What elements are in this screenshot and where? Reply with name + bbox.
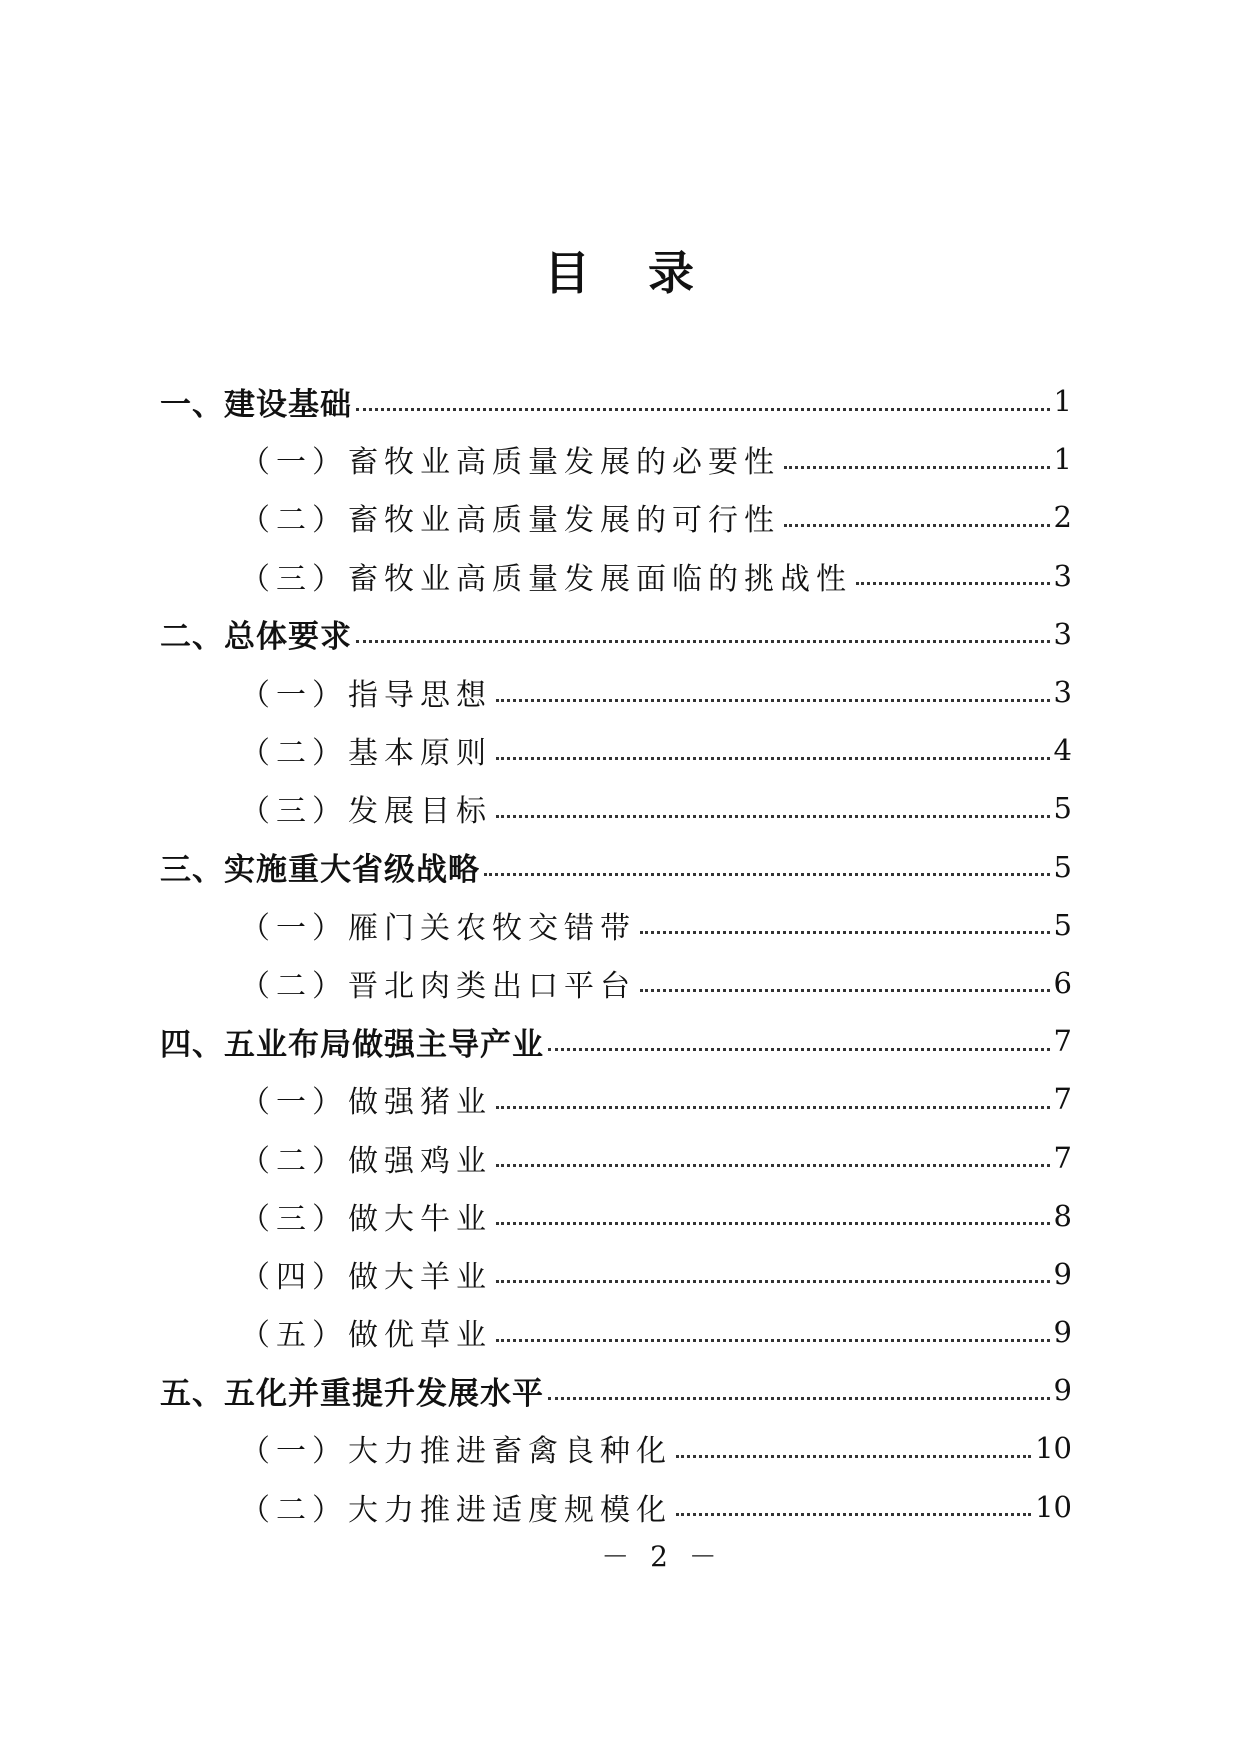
toc-chapter-entry[interactable] [0,838,1240,896]
toc-entry-page-number: 9 [1053,1373,1072,1408]
toc-section-entry[interactable] [0,1478,1240,1536]
toc-entry-page-number: 7 [1053,1024,1072,1059]
toc-section-entry[interactable] [0,721,1240,779]
toc-entry-page-number: 5 [1053,849,1072,884]
dot-leader [640,931,1050,934]
toc-entry-page-number: 5 [1053,791,1072,826]
toc-entry-label: （四）做大羊业 [240,1259,492,1295]
toc-entry-page-number: 1 [1053,384,1072,419]
title-char-1: 目 [544,246,592,300]
toc-entry-label: （三）做大牛业 [240,1201,492,1237]
toc-entry-page-number: 10 [1035,1431,1072,1466]
toc-section-entry[interactable] [0,896,1240,954]
table-of-contents [0,372,1240,1536]
toc-entry-label: （二）大力推进适度规模化 [240,1492,672,1528]
toc-entry-label: （二）做强鸡业 [240,1143,492,1179]
toc-entry-label: 一、建设基础 [160,386,352,423]
title-char-2: 录 [648,246,696,300]
toc-section-entry[interactable] [0,1419,1240,1477]
dot-leader [784,524,1050,527]
toc-entry-page-number: 4 [1053,733,1072,768]
toc-entry-page-number: 3 [1053,558,1072,593]
toc-entry-page-number: 6 [1053,965,1072,1000]
toc-entry-label: （五）做优草业 [240,1318,492,1354]
toc-section-entry[interactable] [0,547,1240,605]
toc-entry-label: （一）畜牧业高质量发展的必要性 [240,445,780,481]
dot-leader [496,757,1050,760]
toc-entry-page-number: 3 [1053,675,1072,710]
toc-section-entry[interactable] [0,1187,1240,1245]
toc-entry-label: （三）畜牧业高质量发展面临的挑战性 [240,561,852,597]
dot-leader [548,1397,1050,1400]
toc-entry-page-number: 5 [1053,907,1072,942]
toc-entry-label: （一）雁门关农牧交错带 [240,910,636,946]
page-title [0,240,1240,306]
dot-leader [676,1455,1031,1458]
dot-leader [676,1513,1031,1516]
toc-entry-label: 四、五业布局做强主导产业 [160,1026,544,1063]
toc-section-entry[interactable] [0,1245,1240,1303]
dot-leader [548,1048,1050,1051]
dot-leader [484,873,1050,876]
toc-entry-label: （二）晋北肉类出口平台 [240,968,636,1004]
toc-chapter-entry[interactable] [0,1012,1240,1070]
toc-entry-label: （三）发展目标 [240,794,492,830]
toc-section-entry[interactable] [0,779,1240,837]
toc-entry-label: （一）大力推进畜禽良种化 [240,1434,672,1470]
toc-entry-page-number: 2 [1053,500,1072,535]
dot-leader [496,1222,1050,1225]
dot-leader [496,1280,1050,1283]
toc-entry-page-number: 7 [1053,1082,1072,1117]
dot-leader [496,699,1050,702]
dot-leader [496,1339,1050,1342]
toc-section-entry[interactable] [0,1128,1240,1186]
toc-entry-label: 五、五化并重提升发展水平 [160,1375,544,1412]
toc-entry-label: 二、总体要求 [160,619,352,656]
toc-entry-page-number: 1 [1053,442,1072,477]
dot-leader [496,1164,1050,1167]
dot-leader [640,989,1050,992]
toc-entry-page-number: 9 [1053,1256,1072,1291]
toc-chapter-entry[interactable] [0,605,1240,663]
toc-entry-page-number: 8 [1053,1198,1072,1233]
dot-leader [856,582,1050,585]
toc-entry-label: （二）基本原则 [240,736,492,772]
dot-leader [356,408,1050,411]
dot-leader [496,815,1050,818]
toc-entry-page-number: 7 [1053,1140,1072,1175]
toc-section-entry[interactable] [0,430,1240,488]
toc-section-entry[interactable] [0,954,1240,1012]
toc-entry-page-number: 3 [1053,616,1072,651]
page-number: － 2 － [601,1540,723,1573]
toc-entry-label: 三、实施重大省级战略 [160,852,480,889]
toc-chapter-entry[interactable] [0,372,1240,430]
toc-entry-label: （一）做强猪业 [240,1085,492,1121]
toc-section-entry[interactable] [0,1070,1240,1128]
toc-entry-page-number: 10 [1035,1489,1072,1524]
dot-leader [496,1106,1050,1109]
toc-chapter-entry[interactable] [0,1361,1240,1419]
toc-entry-page-number: 9 [1053,1315,1072,1350]
dot-leader [356,640,1050,643]
toc-section-entry[interactable] [0,1303,1240,1361]
dot-leader [784,466,1050,469]
toc-entry-label: （一）指导思想 [240,678,492,714]
toc-entry-label: （二）畜牧业高质量发展的可行性 [240,503,780,539]
toc-section-entry[interactable] [0,488,1240,546]
toc-section-entry[interactable] [0,663,1240,721]
